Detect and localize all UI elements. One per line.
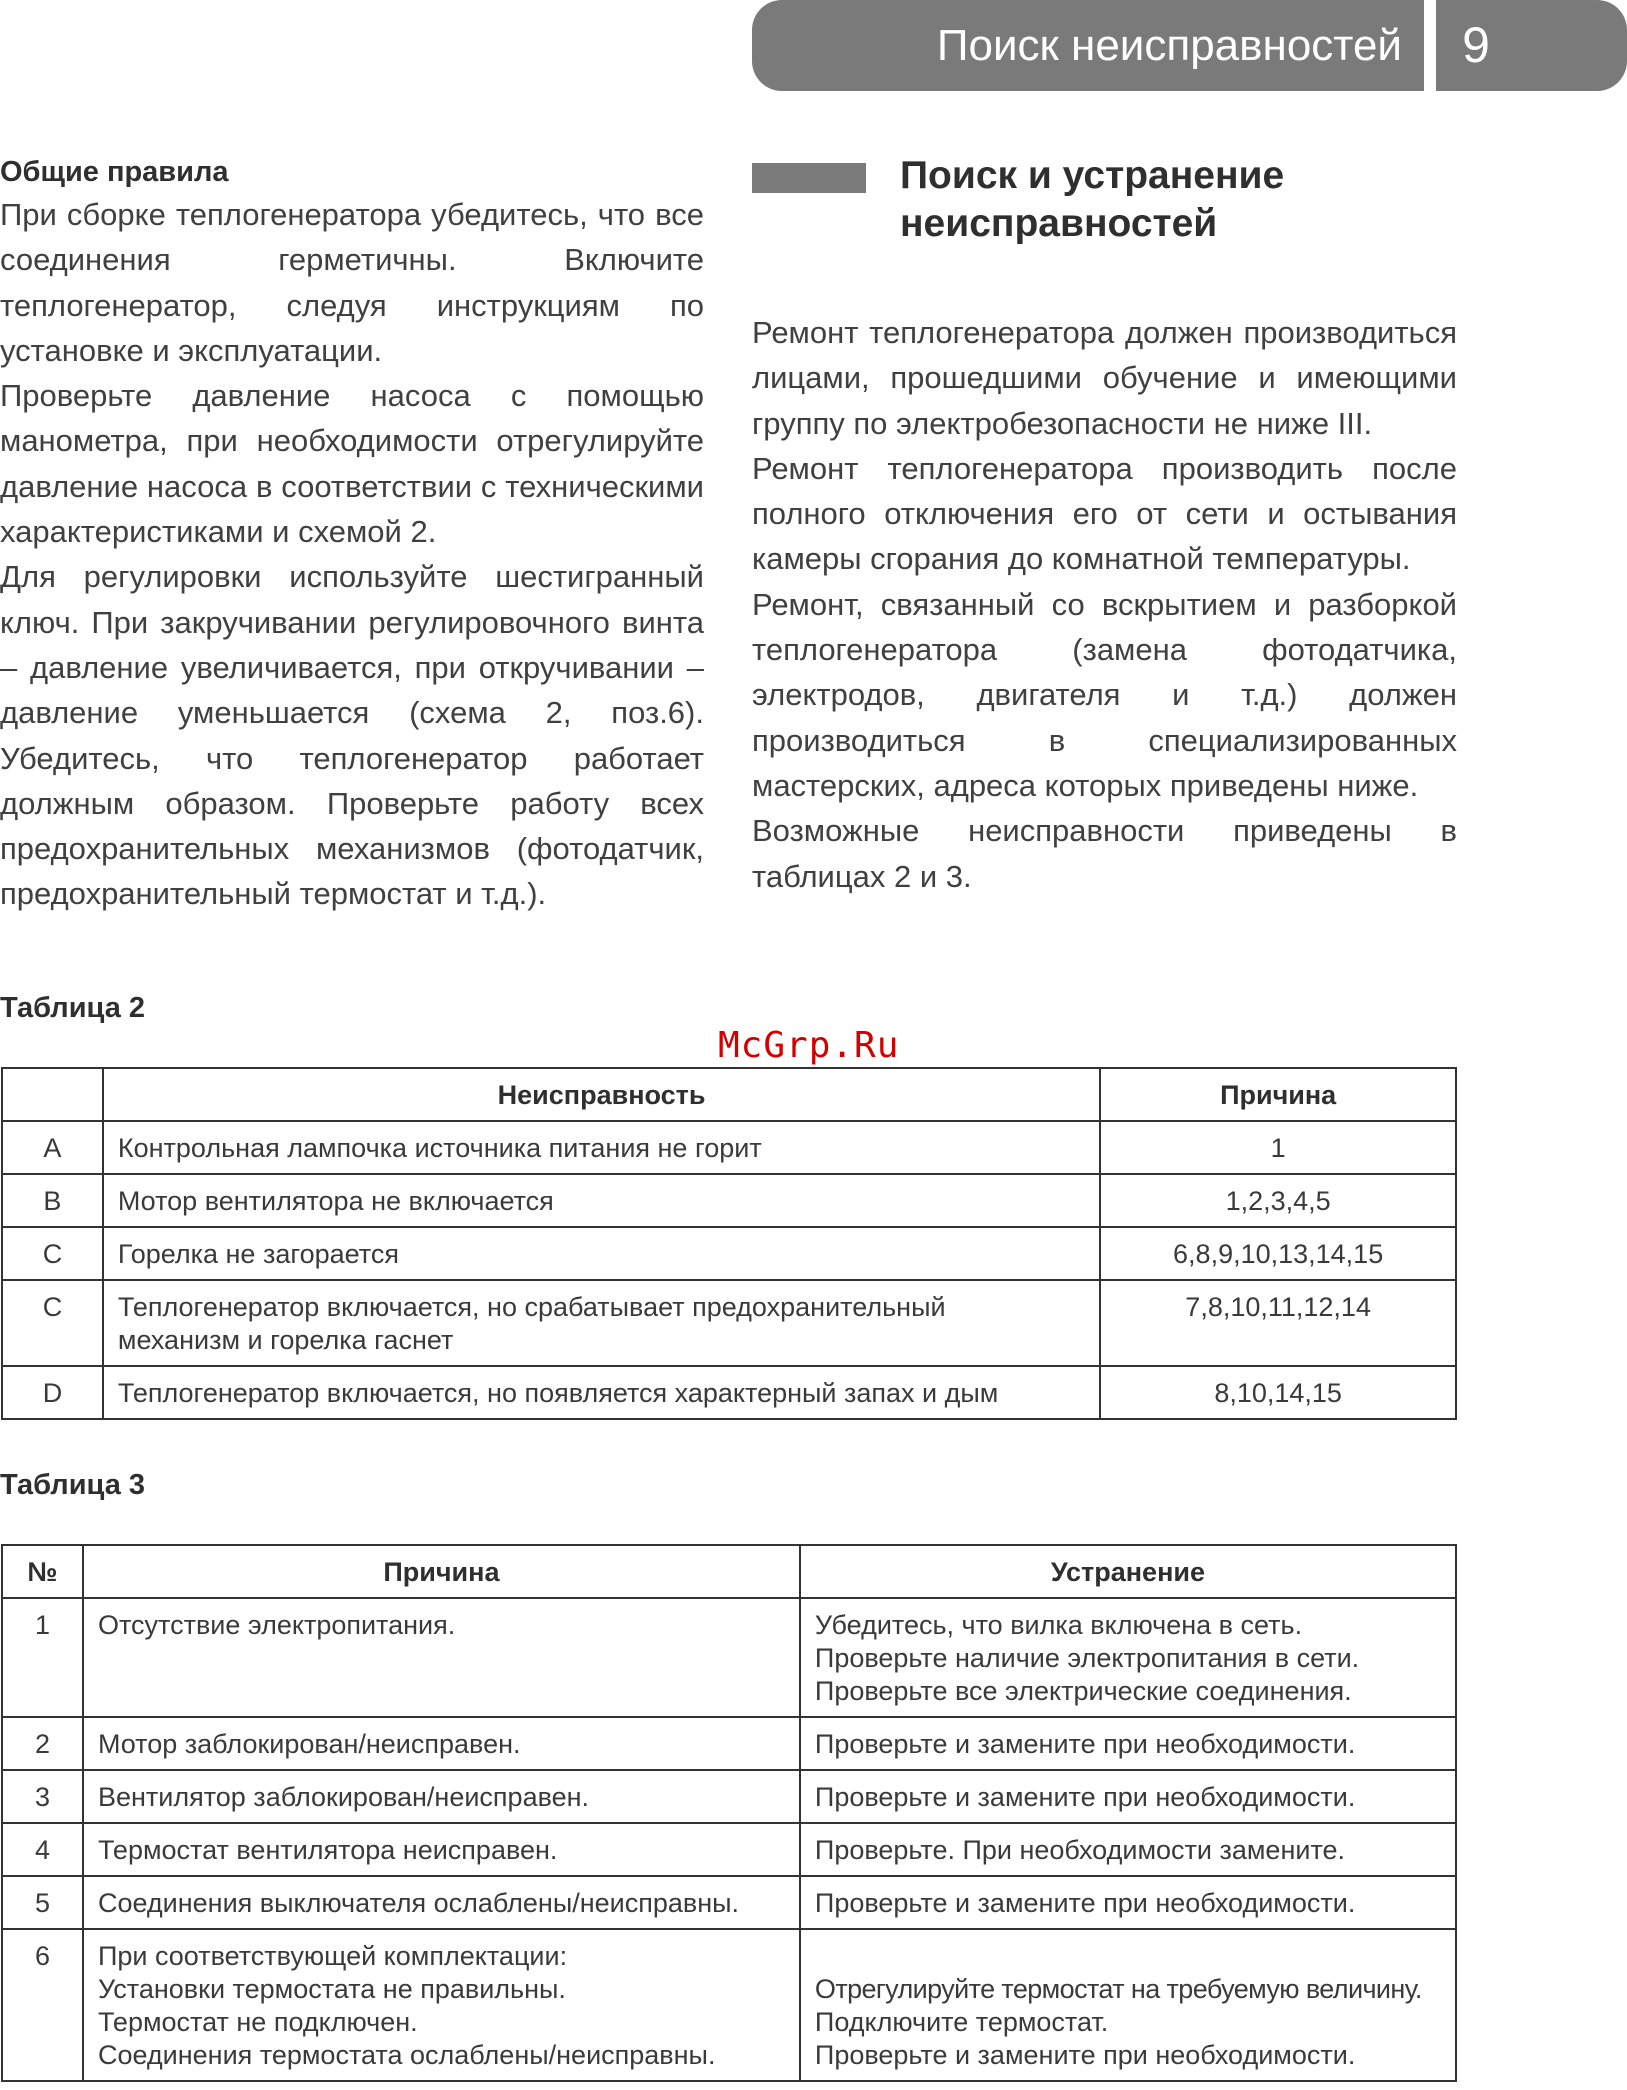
fix-line: Проверьте все электрические соединения. bbox=[814, 1676, 1352, 1706]
table-row bbox=[2, 1929, 1456, 2081]
general-paragraph: Для регулировки используйте шестигранный ключ. При закручивании регулировочного винта – давление увеличивается, при откручивании – давление уменьшается (схема 2, поз.6). Убедитесь, что теплогенератор работает должным образом. Проверьте работу всех предохранительных механизмов (фотодатчик, предохранительный термостат и т.д.). bbox=[0, 559, 704, 912]
fix-cell bbox=[800, 1823, 1456, 1876]
fix-cell bbox=[800, 1876, 1456, 1929]
cause-line: Вентилятор заблокирован/неисправен. bbox=[97, 1782, 590, 1812]
row-number: 5 bbox=[2, 1876, 83, 1929]
table-row bbox=[2, 1770, 1456, 1823]
troubleshooting-paragraph: Ремонт теплогенератора производить после полного отключения его от сети и остывания камеры сгорания до комнатной температуры. bbox=[752, 450, 1457, 577]
general-rules-heading: Общие правила bbox=[0, 156, 229, 188]
fault-cell: Теплогенератор включается, но появляется характерный запах и дым bbox=[103, 1366, 1100, 1419]
fix-line: Проверьте и замените при необходимости. bbox=[814, 1729, 1356, 1759]
table-row bbox=[2, 1823, 1456, 1876]
table-row bbox=[2, 1876, 1456, 1929]
table-row bbox=[2, 1366, 1456, 1419]
table-header-cell: Устранение bbox=[800, 1545, 1456, 1598]
table-row bbox=[2, 1227, 1456, 1280]
table2-caption: Таблица 2 bbox=[0, 992, 146, 1024]
fault-cell: Контрольная лампочка источника питания не горит bbox=[103, 1121, 1100, 1174]
fix-line: Проверьте наличие электропитания в сети. bbox=[814, 1643, 1360, 1673]
fix-cell bbox=[800, 1929, 1456, 2081]
table-header-cell: Причина bbox=[1100, 1068, 1456, 1121]
troubleshooting-paragraph: Возможные неисправности приведены в таблицах 2 и 3. bbox=[752, 813, 1457, 894]
cause-cell: 1 bbox=[1100, 1121, 1456, 1174]
table-row bbox=[2, 1280, 1456, 1366]
fix-line bbox=[815, 1940, 1441, 1973]
troubleshooting-title: Поиск и устранение неисправностей bbox=[900, 154, 1285, 245]
row-number: 3 bbox=[2, 1770, 83, 1823]
cause-cell bbox=[83, 1823, 800, 1876]
table2 bbox=[1, 1067, 1457, 1420]
fix-line: Подключите термостат. bbox=[814, 2007, 1109, 2037]
troubleshooting-paragraph: Ремонт, связанный со вскрытием и разборкой теплогенератора (замена фотодатчика, электродов, двигателя и т.д.) должен производиться в специализированных мастерских, адреса которых приведены ниже. bbox=[752, 586, 1457, 803]
cause-cell bbox=[83, 1770, 800, 1823]
table-header-cell: № bbox=[2, 1545, 83, 1598]
fix-cell bbox=[800, 1717, 1456, 1770]
cause-line: При соответствующей комплектации: bbox=[97, 1941, 568, 1971]
cause-cell: 7,8,10,11,12,14 bbox=[1100, 1280, 1456, 1366]
cause-cell bbox=[83, 1876, 800, 1929]
fault-cell: Горелка не загорается bbox=[103, 1227, 1100, 1280]
cause-line: Отсутствие электропитания. bbox=[97, 1610, 456, 1640]
header-divider bbox=[1424, 0, 1436, 91]
cause-line: Установки термостата не правильны. bbox=[97, 1974, 566, 2004]
row-id: C bbox=[2, 1227, 103, 1280]
table3 bbox=[1, 1544, 1457, 2082]
row-number: 1 bbox=[2, 1598, 83, 1717]
watermark: McGrp.Ru bbox=[718, 1025, 900, 1066]
cause-line: Соединения выключателя ослаблены/неисправны. bbox=[97, 1888, 740, 1918]
fix-cell bbox=[800, 1770, 1456, 1823]
fix-line: Проверьте. При необходимости замените. bbox=[814, 1835, 1346, 1865]
cause-cell: 8,10,14,15 bbox=[1100, 1366, 1456, 1419]
section-marker-bar bbox=[752, 163, 866, 193]
row-number: 2 bbox=[2, 1717, 83, 1770]
cause-cell bbox=[83, 1929, 800, 2081]
table-header-cell bbox=[2, 1068, 103, 1121]
table-header-cell: Причина bbox=[83, 1545, 800, 1598]
fix-cell bbox=[800, 1598, 1456, 1717]
table-row bbox=[2, 1717, 1456, 1770]
general-paragraph: Проверьте давление насоса с помощью манометра, при необходимости отрегулируйте давление насоса в соответствии с техническими характеристиками и схемой 2. bbox=[0, 378, 704, 550]
cause-line: Мотор заблокирован/неисправен. bbox=[97, 1729, 521, 1759]
fix-line: Проверьте и замените при необходимости. bbox=[814, 1782, 1356, 1812]
table-row bbox=[2, 1598, 1456, 1717]
cause-line: Термостат вентилятора неисправен. bbox=[97, 1835, 558, 1865]
general-paragraph: При сборке теплогенератора убедитесь, что все соединения герметичны. Включите теплогенератор, следуя инструкциям по установке и эксплуатации. bbox=[0, 197, 704, 368]
row-number: 6 bbox=[2, 1929, 83, 2081]
row-id: C bbox=[2, 1280, 103, 1366]
fix-line: Отрегулируйте термостат на требуемую величину. bbox=[814, 1974, 1422, 2004]
cause-cell bbox=[83, 1598, 800, 1717]
page-header-title: Поиск неисправностей bbox=[936, 21, 1402, 70]
general-rules-section bbox=[0, 154, 704, 917]
row-id: B bbox=[2, 1174, 103, 1227]
troubleshooting-paragraph: Ремонт теплогенератора должен производиться лицами, прошедшими обучение и имеющими группу по электробезопасности не ниже III. bbox=[752, 315, 1457, 441]
cause-cell: 1,2,3,4,5 bbox=[1100, 1174, 1456, 1227]
cause-cell: 6,8,9,10,13,14,15 bbox=[1100, 1227, 1456, 1280]
fix-line: Проверьте и замените при необходимости. bbox=[814, 1888, 1356, 1918]
fix-line: Убедитесь, что вилка включена в сеть. bbox=[814, 1610, 1303, 1640]
table-header-row bbox=[2, 1545, 1456, 1598]
table-row bbox=[2, 1174, 1456, 1227]
row-id: D bbox=[2, 1366, 103, 1419]
table-header-cell: Неисправность bbox=[103, 1068, 1100, 1121]
table-row bbox=[2, 1121, 1456, 1174]
cause-cell bbox=[83, 1717, 800, 1770]
page-number: 9 bbox=[1462, 17, 1490, 73]
table-header-row bbox=[2, 1068, 1456, 1121]
fault-cell: Теплогенератор включается, но срабатывает предохранительный механизм и горелка гаснет bbox=[103, 1280, 1100, 1366]
fault-cell: Мотор вентилятора не включается bbox=[103, 1174, 1100, 1227]
table3-caption: Таблица 3 bbox=[0, 1469, 146, 1501]
troubleshooting-section bbox=[752, 310, 1457, 899]
cause-line: Соединения термостата ослаблены/неисправны. bbox=[97, 2040, 716, 2070]
cause-line: Термостат не подключен. bbox=[97, 2007, 418, 2037]
row-number: 4 bbox=[2, 1823, 83, 1876]
row-id: A bbox=[2, 1121, 103, 1174]
fix-line: Проверьте и замените при необходимости. bbox=[814, 2040, 1356, 2070]
